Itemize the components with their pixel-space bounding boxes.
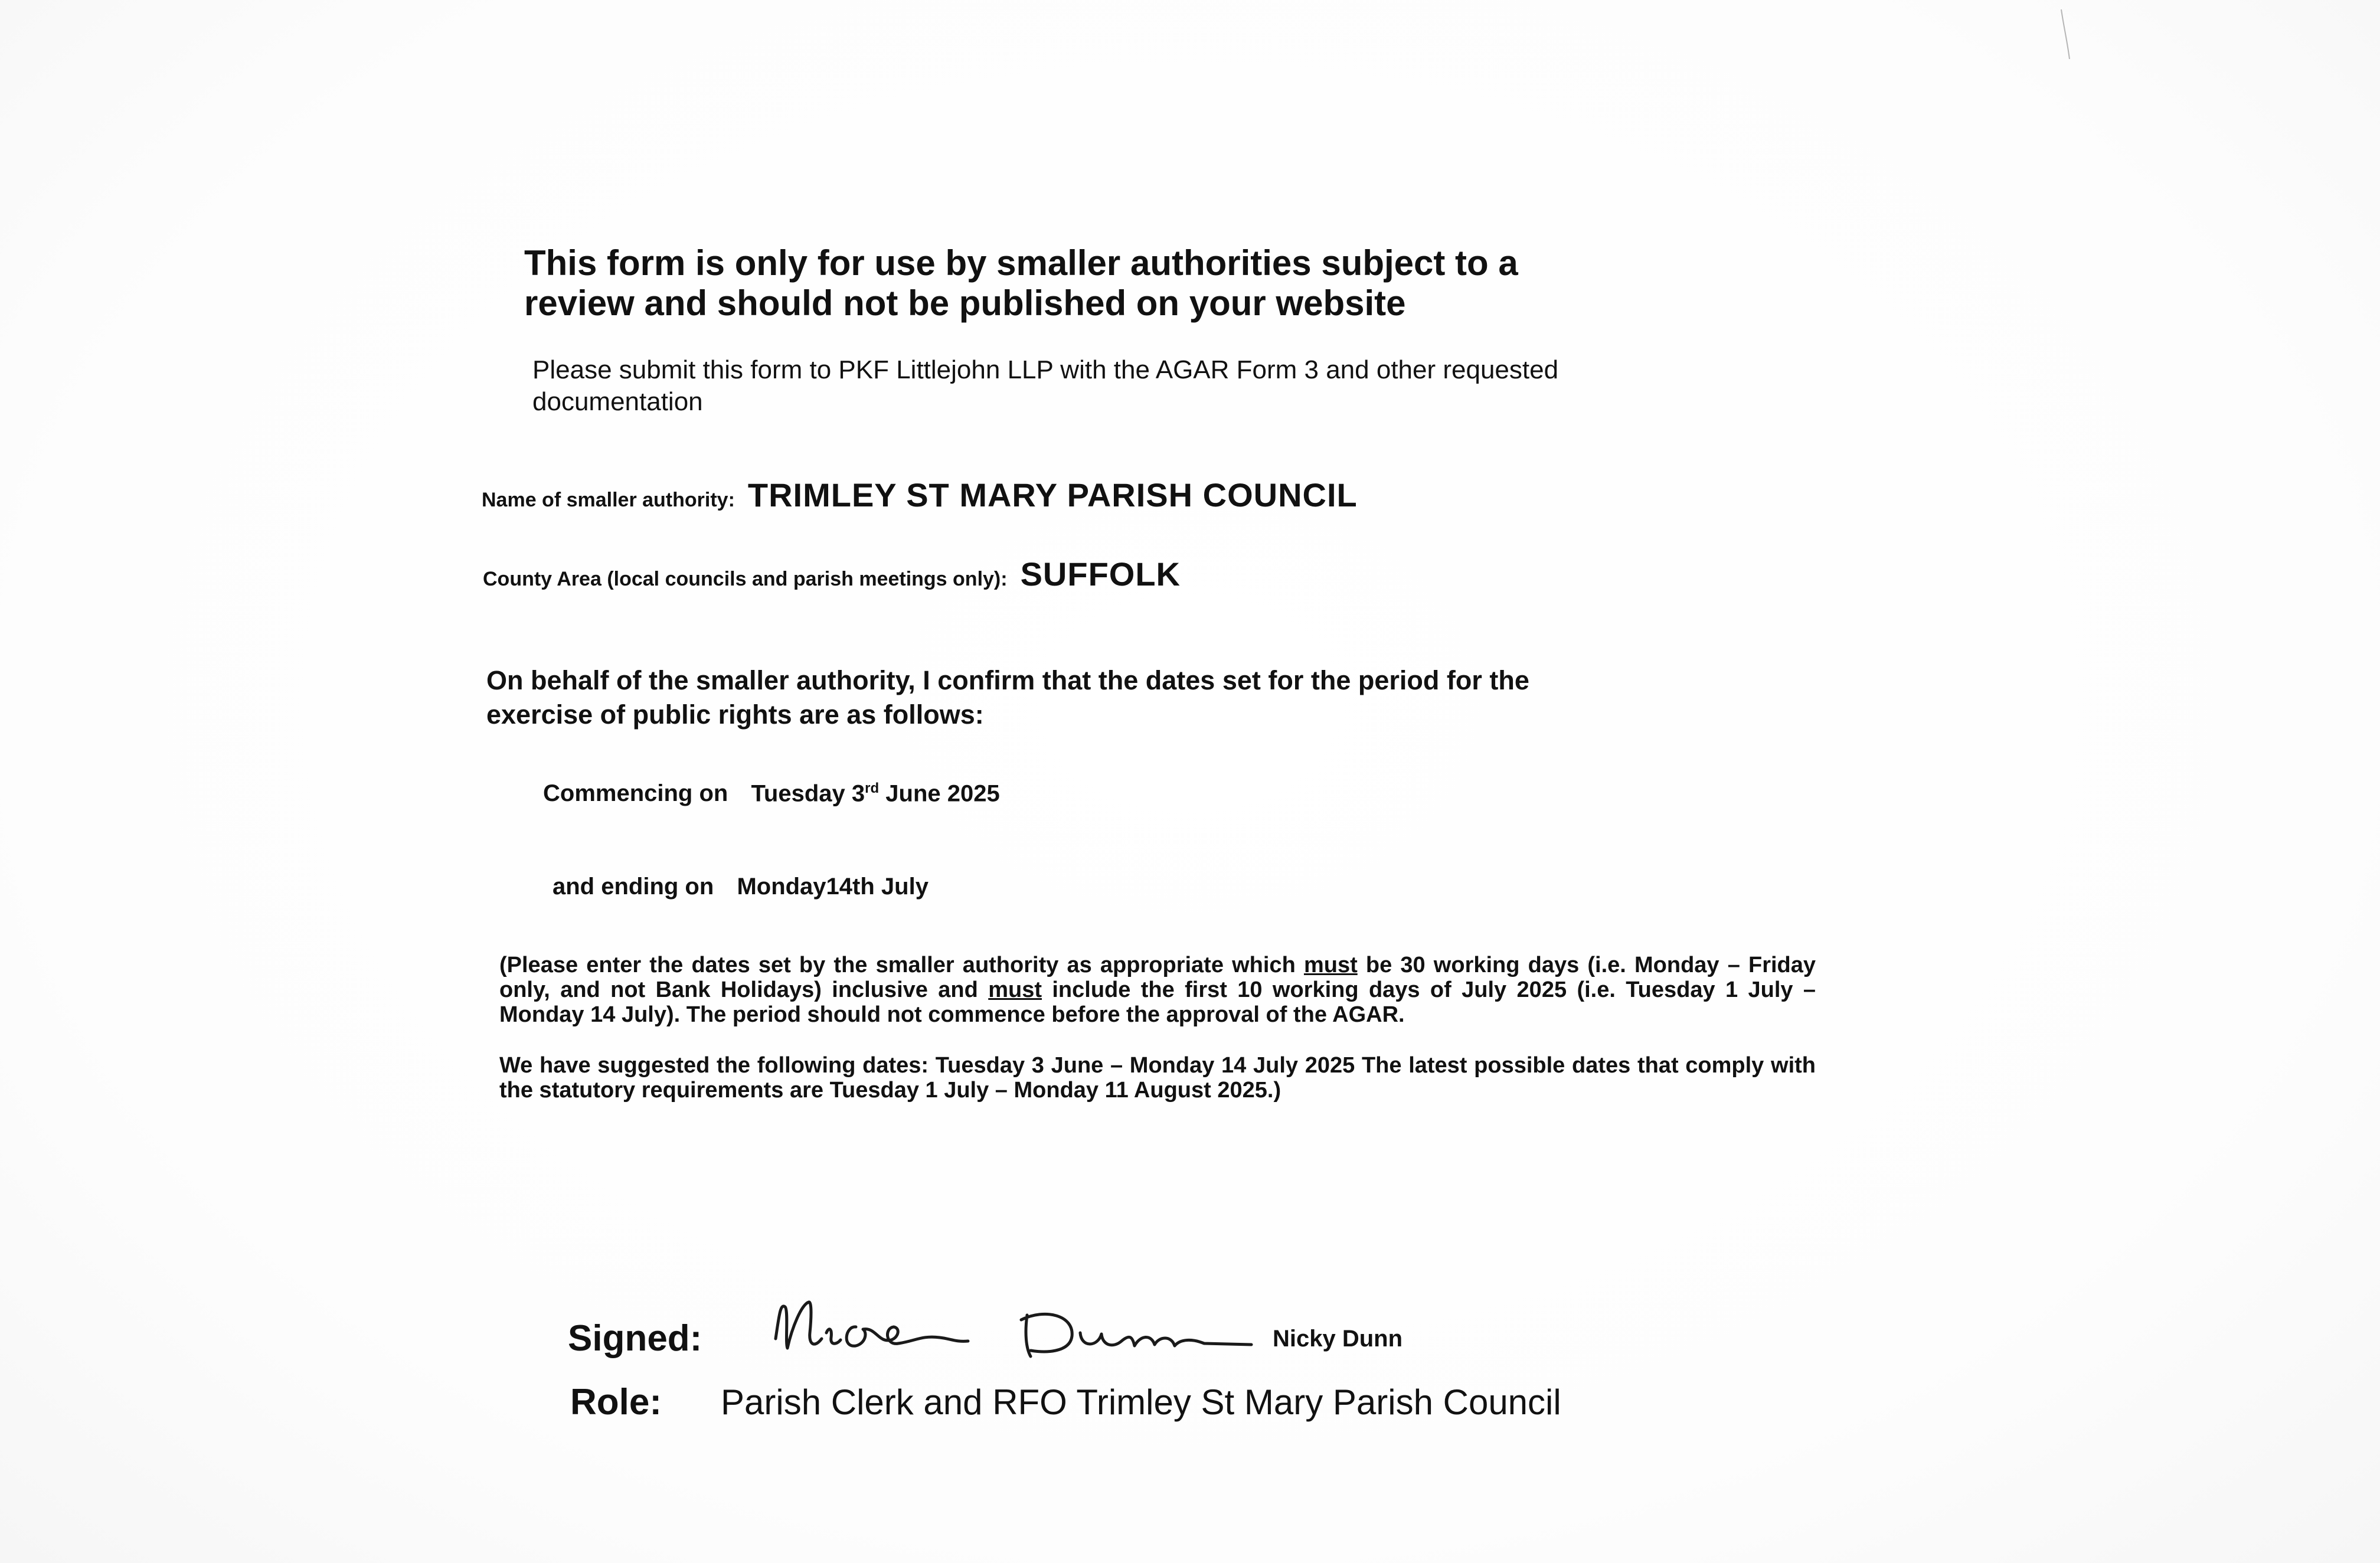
ending-label: and ending on xyxy=(552,874,714,900)
commencing-ordinal: rd xyxy=(865,780,880,796)
note-text-a: (Please enter the dates set by the smaller authority as appropriate which xyxy=(499,953,1296,977)
note-text-c: include the first 10 working days of July 2025 (i.e. Tuesday 1 July – Monday 14 July). The period should not commence before the approval of the AGAR. xyxy=(499,977,1816,1027)
authority-value: TRIMLEY ST MARY PARISH COUNCIL xyxy=(747,476,1358,514)
printed-name: Nicky Dunn xyxy=(1273,1326,1403,1352)
handwritten-signature xyxy=(767,1291,1287,1368)
confirmation-line-2: exercise of public rights are as follows: xyxy=(486,699,984,730)
signed-label-text: Signed: xyxy=(568,1318,702,1359)
role-field xyxy=(570,1381,1561,1423)
authority-label: Name of smaller authority: xyxy=(482,489,735,511)
commencing-date-row xyxy=(543,780,1000,807)
warning-line-1: This form is only for use by smaller authorities subject to a xyxy=(524,243,1518,283)
role-label: Role: xyxy=(570,1382,662,1423)
commencing-label: Commencing on xyxy=(543,780,728,807)
submission-instruction xyxy=(532,354,1558,418)
commencing-day: Tuesday 3 xyxy=(751,780,865,807)
county-field xyxy=(483,555,1181,593)
instruction-line-1: Please submit this form to PKF Littlejohn LLP with the AGAR Form 3 and other requested xyxy=(532,355,1559,384)
county-value: SUFFOLK xyxy=(1020,555,1181,593)
commencing-rest: June 2025 xyxy=(885,780,1000,807)
paper-crease-mark xyxy=(2059,8,2077,61)
instruction-line-2: documentation xyxy=(532,387,703,416)
note-text-b: be 30 working days (i.e. Monday – Friday only, and not Bank Holidays) inclusive and xyxy=(499,953,1816,1002)
note-emphasis-must-2: must xyxy=(988,977,1042,1002)
warning-line-2: review and should not be published on your website xyxy=(524,283,1406,323)
county-label: County Area (local councils and parish meetings only): xyxy=(483,568,1008,590)
dates-guidance-note xyxy=(499,953,1816,1027)
confirmation-statement xyxy=(486,663,1529,732)
warning-notice xyxy=(524,243,1518,323)
confirmation-line-1: On behalf of the smaller authority, I confirm that the dates set for the period for the xyxy=(486,665,1529,695)
note-emphasis-must: must xyxy=(1303,953,1358,977)
suggested-dates-note: We have suggested the following dates: Tuesday 3 June – Monday 14 July 2025 The latest possible dates that comply with the statutory requirements are Tuesday 1 July – Monday 11 August 2025.) xyxy=(499,1053,1816,1103)
role-value: Parish Clerk and RFO Trimley St Mary Parish Council xyxy=(721,1382,1561,1422)
ending-date-row xyxy=(552,874,929,900)
authority-field xyxy=(482,476,1358,514)
signed-label xyxy=(568,1317,702,1359)
ending-value: Monday14th July xyxy=(737,874,929,900)
